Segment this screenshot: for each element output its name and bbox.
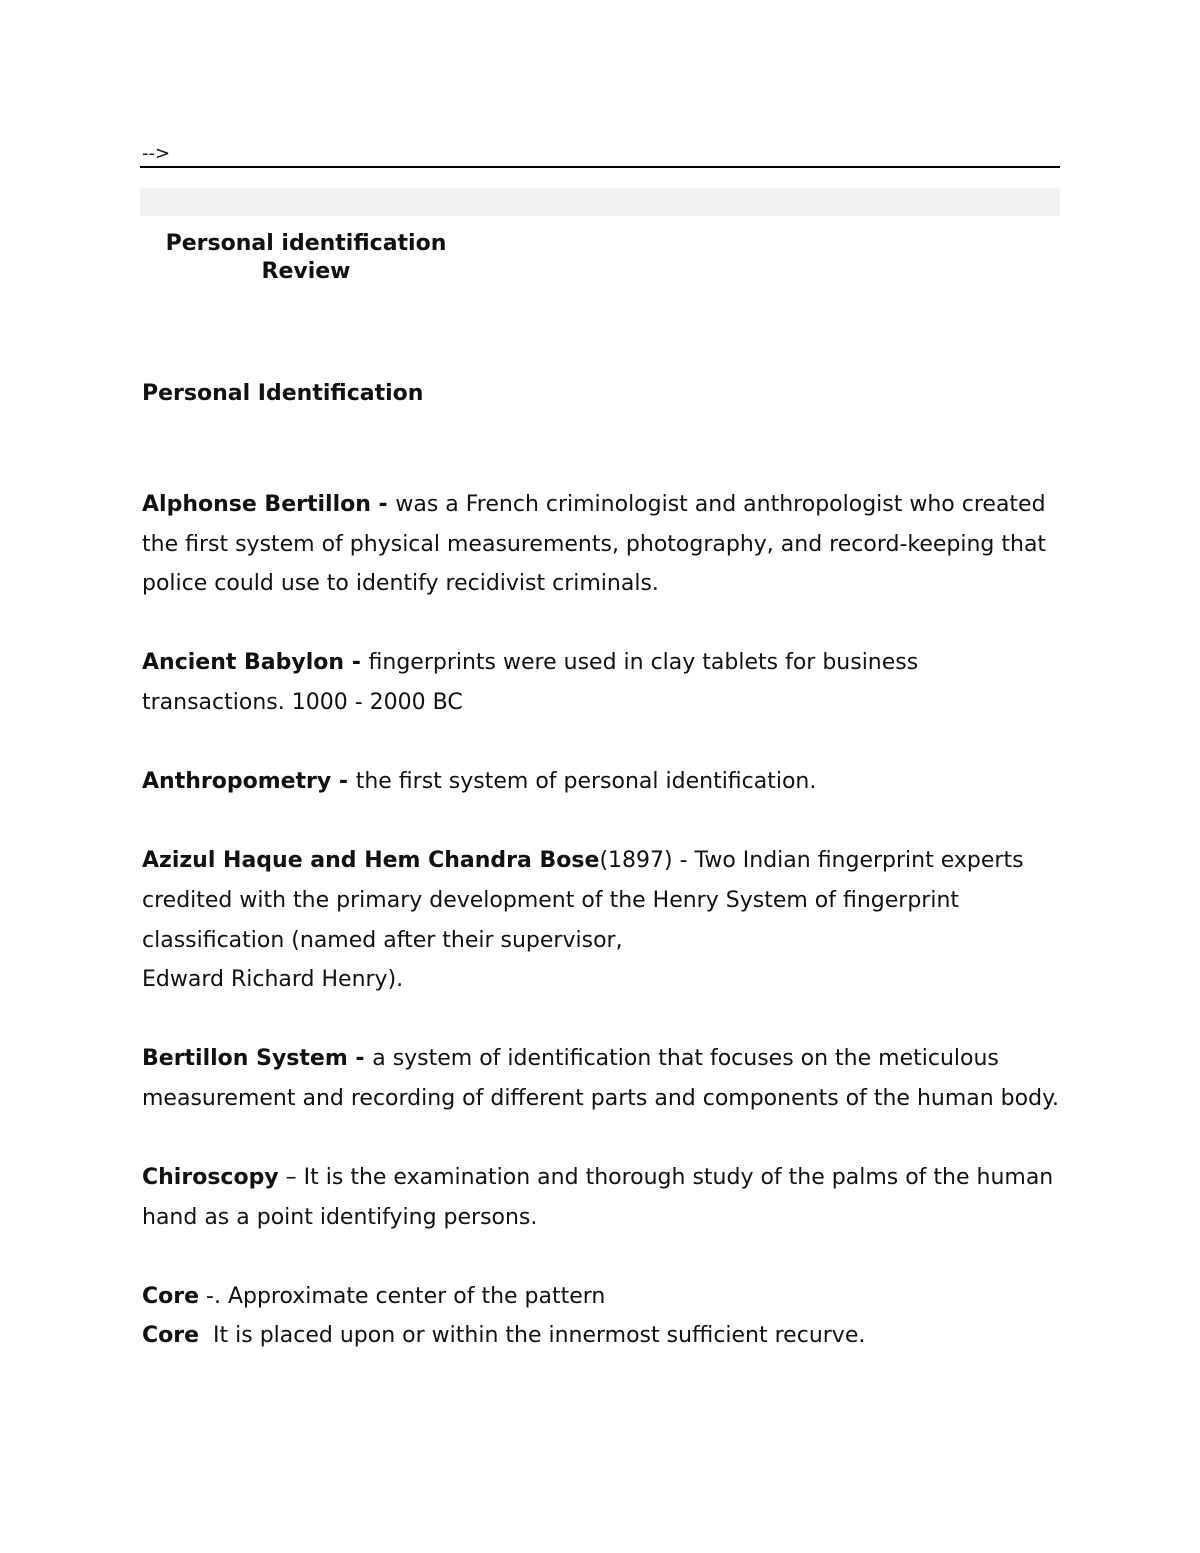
entry-separator: – <box>278 1165 304 1191</box>
entry-definition: Two Indian fingerprint experts credited with the primary development of the Henry System of fingerprint classification (named after their supervisor, <box>142 848 1024 953</box>
glossary-entry-chiroscopy <box>142 1158 1062 1237</box>
glossary-entry-bertillon-system <box>142 1039 1062 1118</box>
section-heading: Personal Identification <box>142 381 424 406</box>
glossary-entry-core-placement <box>142 1316 1062 1356</box>
entry-term: Alphonse Bertillon <box>142 492 371 517</box>
glossary-entry-alphonse-bertillon <box>142 485 1062 604</box>
entry-term: Bertillon System <box>142 1046 348 1072</box>
entry-definition: It is placed upon or within the innermost sufficient recurve. <box>213 1323 866 1349</box>
entry-term: Core <box>142 1283 200 1309</box>
glossary-entry-anthropometry <box>142 762 1062 802</box>
entry-definition: Approximate center of the pattern <box>227 1283 606 1309</box>
entry-separator: - <box>344 650 369 676</box>
entry-term: Chiroscopy <box>142 1165 279 1191</box>
entry-definition: a system of identification that focuses on the meticulous measurement and recording of different parts and components of the human body. <box>142 1046 1059 1111</box>
glossary-entry-haque-and-bose <box>142 841 1062 999</box>
entry-term: Core <box>142 1323 200 1349</box>
document-title-line2: Review <box>261 259 351 284</box>
entry-definition: the first system of personal identification. <box>355 769 817 795</box>
entry-separator: - <box>331 769 356 795</box>
entry-definition: fingerprints were used in clay tablets for business transactions. 1000 - 2000 BC <box>142 650 919 715</box>
entry-separator: - <box>370 492 396 517</box>
entry-definition-continued: Edward Richard Henry). <box>142 967 404 993</box>
glossary-entry-ancient-babylon <box>142 643 1062 722</box>
header-artifact-text: --> <box>142 143 171 164</box>
entry-definition: was a French criminologist and anthropologist who created the first system of physical measurements, photography, and record-keeping that police could use to identify recidivist criminals. <box>142 492 1047 597</box>
entry-separator <box>199 1323 213 1348</box>
header-gray-bar <box>140 188 1060 216</box>
entry-separator: (1897) - <box>599 848 695 874</box>
entry-separator: -. <box>199 1283 228 1309</box>
document-title <box>156 230 456 286</box>
entry-definition: It is the examination and thorough study of the palms of the human hand as a point identifying persons. <box>142 1165 1054 1230</box>
entry-separator: - <box>347 1046 373 1072</box>
glossary-entry-core-center <box>142 1277 1062 1317</box>
entry-term: Azizul Haque and Hem Chandra Bose <box>142 848 600 874</box>
document-title-line1: Personal identification <box>165 231 447 256</box>
header-divider <box>140 166 1060 168</box>
glossary-entries <box>142 485 1062 1356</box>
entry-term: Anthropometry <box>142 769 332 795</box>
entry-term: Ancient Babylon <box>142 650 345 676</box>
